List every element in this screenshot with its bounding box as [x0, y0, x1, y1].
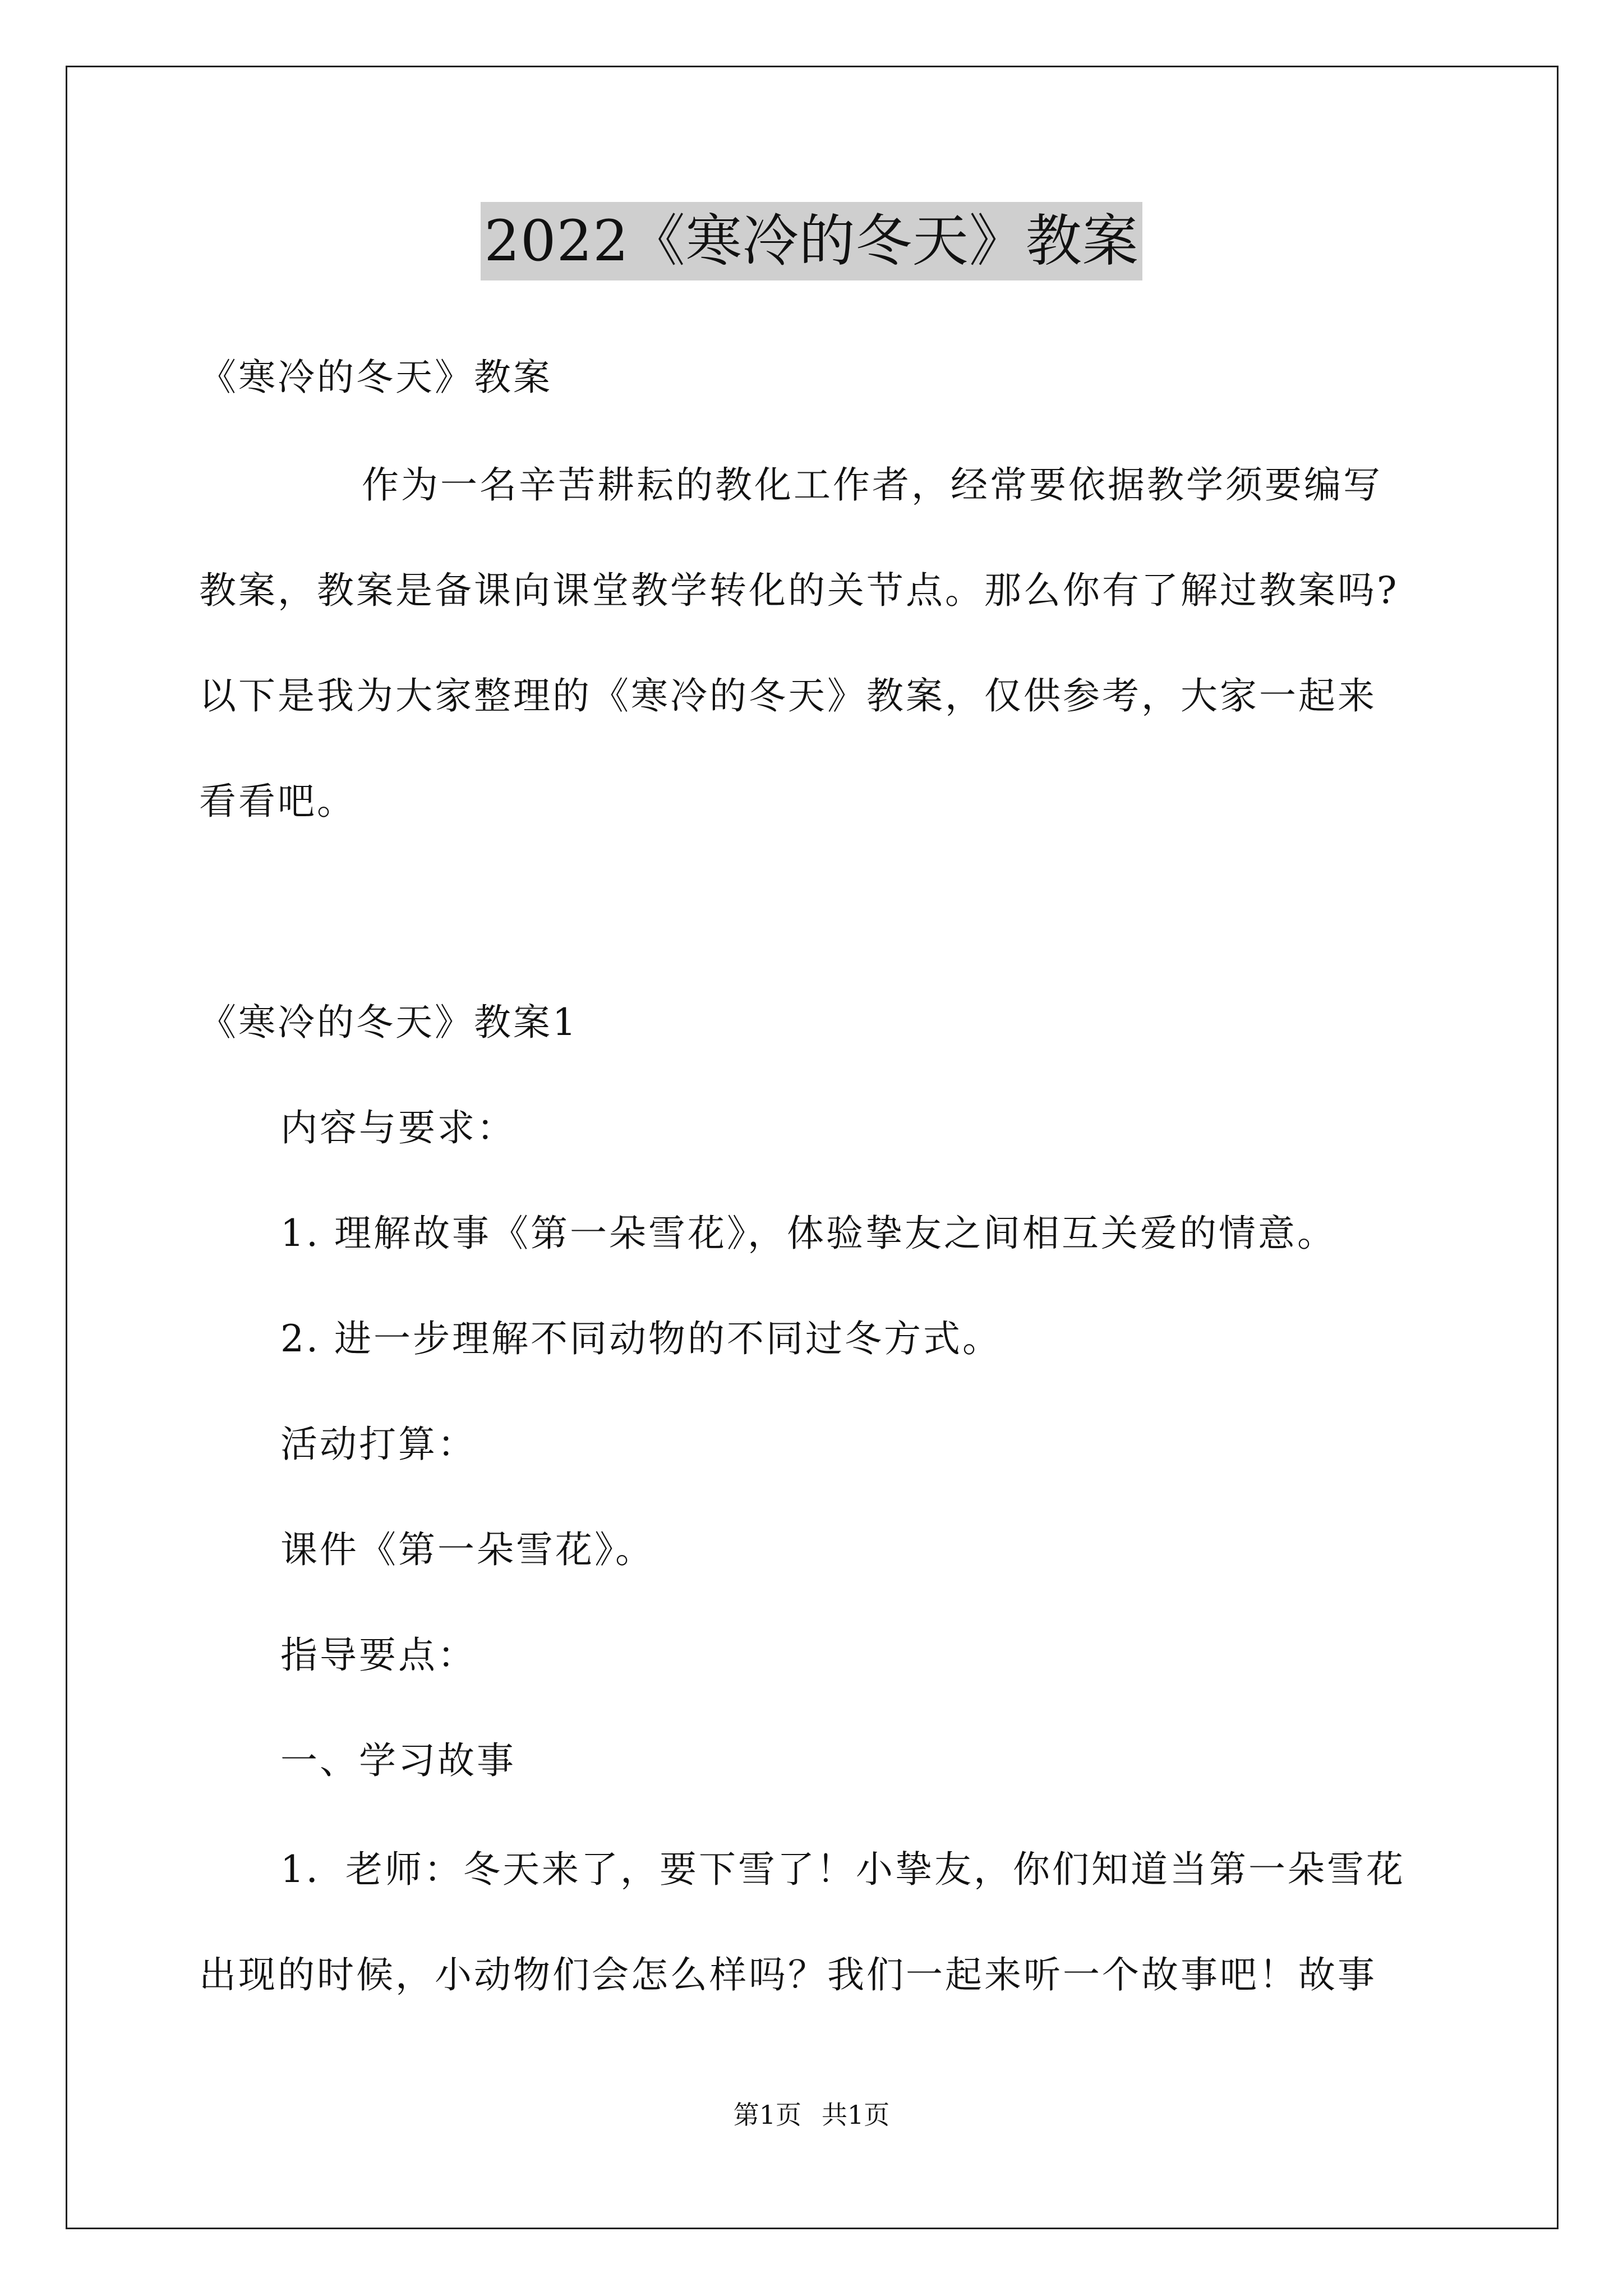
page-total: 共1页: [822, 2100, 890, 2130]
paragraph-line: 1．老师：冬天来了，要下雪了！小挚友，你们知道当第一朵雪花: [280, 1848, 1405, 1891]
page-footer: [0, 2098, 1623, 2132]
paragraph-line: 课件《第一朵雪花》。: [280, 1528, 654, 1571]
paragraph-line: 一、学习故事: [280, 1739, 516, 1782]
page-number: 第1页: [733, 2100, 801, 2130]
paragraph-line: 看看吧。: [199, 780, 356, 823]
paragraph-line: 活动打算：: [280, 1423, 477, 1466]
paragraph-line: 1. 理解故事《第一朵雪花》，体验挚友之间相互关爱的情意。: [280, 1212, 1336, 1255]
paragraph-line: 以下是我为大家整理的《寒冷的冬天》教案，仅供参考，大家一起来: [199, 674, 1377, 717]
paragraph-line: 内容与要求：: [280, 1106, 516, 1149]
section-heading: 《寒冷的冬天》教案: [199, 356, 552, 399]
paragraph-line: 出现的时候，小动物们会怎么样吗？我们一起来听一个故事吧！故事: [199, 1953, 1377, 1996]
paragraph-line: 指导要点：: [280, 1634, 477, 1677]
document-title: 2022《寒冷的冬天》教案: [481, 202, 1142, 280]
paragraph-line: 作为一名辛苦耕耘的教化工作者，经常要依据教学须要编写: [362, 463, 1382, 507]
paragraph-line: 2. 进一步理解不同动物的不同过冬方式。: [280, 1317, 1002, 1360]
section-heading: 《寒冷的冬天》教案1: [199, 1001, 578, 1044]
title-container: [0, 202, 1623, 280]
paragraph-line: 教案，教案是备课向课堂教学转化的关节点。那么你有了解过教案吗?: [199, 569, 1399, 612]
